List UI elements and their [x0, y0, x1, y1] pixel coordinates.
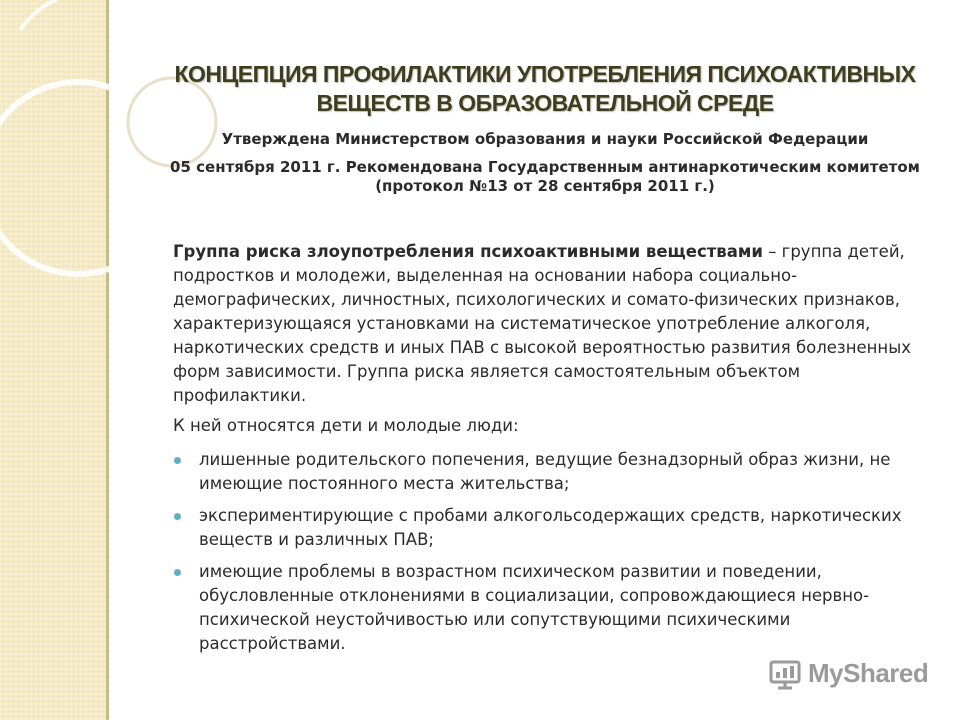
slide-body	[173, 240, 933, 664]
list-item-text: лишенные родительского попечения, ведущие безнадзорный образ жизни, не имеющие постоянного места жительства;	[199, 450, 891, 493]
decor-arc	[20, 0, 180, 38]
bullet-icon	[174, 457, 181, 464]
bullet-icon	[174, 513, 181, 520]
list-item	[173, 504, 933, 552]
watermark-logo	[768, 656, 948, 692]
list-item-text: имеющие проблемы в возрастном психическом развитии и поведении, обусловленные отклонениями в социализации, сопровождающиеся нервно-психической неустойчивостью или сопутствующими психическими расстройствами.	[199, 562, 870, 653]
recommendation-line: 05 сентября 2011 г. Рекомендована Государственным антинаркотическим комитетом (протокол №13 от 28 сентября 2011 г.)	[170, 158, 920, 195]
watermark-text: MyShared	[808, 658, 929, 688]
list-item	[173, 448, 933, 496]
list-intro: К ней относятся дети и молодые люди:	[173, 416, 519, 435]
approval-line: Утверждена Министерством образования и науки Российской Федерации	[221, 130, 869, 148]
list-item-text: экспериментирующие с пробами алкогольсодержащих средств, наркотических веществ и различных ПАВ;	[199, 506, 902, 549]
list-item	[173, 560, 933, 656]
slide-title: КОНЦЕПЦИЯ ПРОФИЛАКТИКИ УПОТРЕБЛЕНИЯ ПСИХОАКТИВНЫХ ВЕЩЕСТВ В ОБРАЗОВАТЕЛЬНОЙ СРЕДЕ	[174, 61, 916, 116]
definition-paragraph	[173, 240, 933, 408]
definition-text: – группа детей, подростков и молодежи, выделенная на основании набора социально-демографических, личностных, психологических и сомато-физических признаков, характеризующаяся установками на систематическое употребление алкоголя, наркотических средств и иных ПАВ с высокой вероятностью развития болезненных форм зависимости. Группа риска является самостоятельным объектом профилактики.	[173, 242, 912, 405]
definition-term: Группа риска злоупотребления психоактивными веществами	[173, 242, 763, 261]
presentation-board-icon	[768, 658, 802, 690]
risk-group-list	[173, 448, 933, 656]
decor-circle-large	[0, 82, 174, 274]
bullet-icon	[174, 569, 181, 576]
